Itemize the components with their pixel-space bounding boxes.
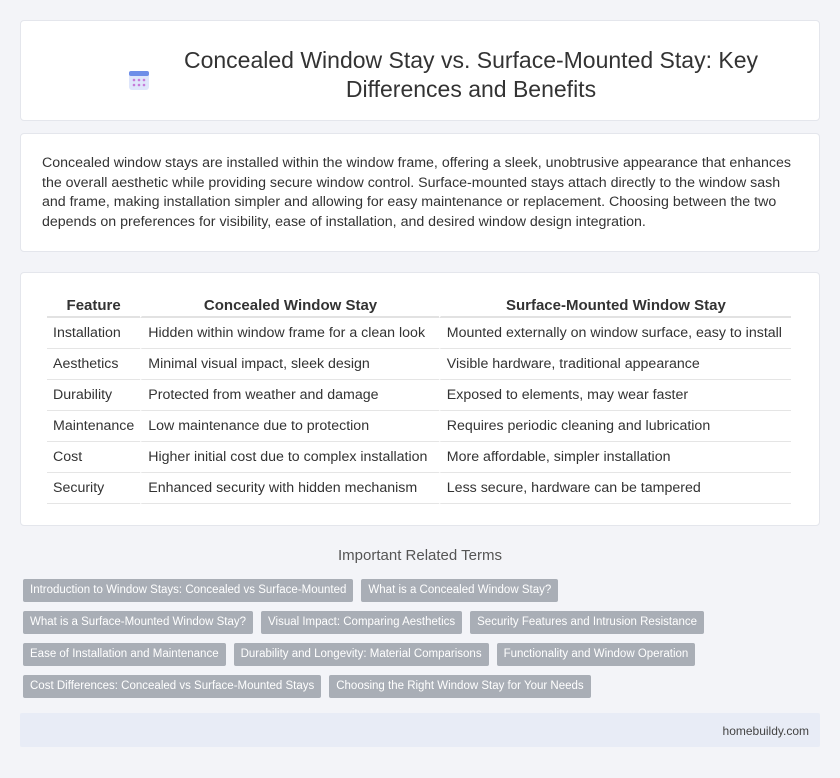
footer bbox=[20, 713, 820, 747]
surface-cell: Mounted externally on window surface, easy to install bbox=[439, 318, 791, 349]
feature-cell: Security bbox=[47, 473, 140, 504]
calendar-icon bbox=[127, 68, 151, 92]
column-header-surface: Surface-Mounted Window Stay bbox=[439, 293, 791, 318]
surface-cell: Exposed to elements, may wear faster bbox=[439, 380, 791, 411]
related-terms-row bbox=[23, 611, 823, 634]
table-row bbox=[47, 380, 791, 411]
related-term-tag[interactable]: Security Features and Intrusion Resistance bbox=[470, 611, 704, 634]
related-term-tag[interactable]: What is a Concealed Window Stay? bbox=[361, 579, 558, 602]
related-term-tag[interactable]: Cost Differences: Concealed vs Surface-Mounted Stays bbox=[23, 675, 321, 698]
table-row bbox=[47, 442, 791, 473]
related-term-tag[interactable]: Ease of Installation and Maintenance bbox=[23, 643, 226, 666]
related-term-tag[interactable]: Introduction to Window Stays: Concealed vs Surface-Mounted bbox=[23, 579, 353, 602]
concealed-cell: Higher initial cost due to complex installation bbox=[140, 442, 439, 473]
feature-cell: Cost bbox=[47, 442, 140, 473]
comparison-table bbox=[47, 293, 791, 504]
related-term-tag[interactable]: Visual Impact: Comparing Aesthetics bbox=[261, 611, 462, 634]
related-terms-list bbox=[23, 579, 823, 707]
related-terms-row bbox=[23, 643, 823, 666]
related-terms-row bbox=[23, 579, 823, 602]
table-row bbox=[47, 473, 791, 504]
intro-paragraph: Concealed window stays are installed within the window frame, offering a sleek, unobtrusive appearance that enhances the overall aesthetic while providing secure window control. Surface-mounted stays attach directly to the window sash and frame, making installation simpler and allowing for easy maintenance or replacement. Choosing between the two depends on preferences for visibility, ease of installation, and desired window design integration. bbox=[42, 155, 791, 230]
related-term-tag[interactable]: Functionality and Window Operation bbox=[497, 643, 696, 666]
related-term-tag[interactable]: What is a Surface-Mounted Window Stay? bbox=[23, 611, 253, 634]
related-terms-row bbox=[23, 675, 823, 698]
surface-cell: More affordable, simpler installation bbox=[439, 442, 791, 473]
concealed-cell: Hidden within window frame for a clean look bbox=[140, 318, 439, 349]
column-header-concealed: Concealed Window Stay bbox=[140, 293, 439, 318]
column-header-feature: Feature bbox=[47, 293, 140, 318]
footer-site-link[interactable]: homebuildy.com bbox=[722, 724, 809, 738]
title-card bbox=[20, 20, 820, 121]
concealed-cell: Low maintenance due to protection bbox=[140, 411, 439, 442]
comparison-card bbox=[20, 272, 820, 526]
concealed-cell: Minimal visual impact, sleek design bbox=[140, 349, 439, 380]
table-row bbox=[47, 349, 791, 380]
concealed-cell: Enhanced security with hidden mechanism bbox=[140, 473, 439, 504]
feature-cell: Installation bbox=[47, 318, 140, 349]
table-header-row bbox=[47, 293, 791, 318]
related-term-tag[interactable]: Durability and Longevity: Material Comparisons bbox=[234, 643, 489, 666]
related-terms-title: Important Related Terms bbox=[338, 547, 502, 564]
feature-cell: Maintenance bbox=[47, 411, 140, 442]
intro-card bbox=[20, 133, 820, 252]
related-term-tag[interactable]: Choosing the Right Window Stay for Your Needs bbox=[329, 675, 590, 698]
surface-cell: Less secure, hardware can be tampered bbox=[439, 473, 791, 504]
page-title: Concealed Window Stay vs. Surface-Mounted Stay: Key Differences and Benefits bbox=[183, 47, 758, 102]
feature-cell: Durability bbox=[47, 380, 140, 411]
concealed-cell: Protected from weather and damage bbox=[140, 380, 439, 411]
table-row bbox=[47, 318, 791, 349]
feature-cell: Aesthetics bbox=[47, 349, 140, 380]
surface-cell: Visible hardware, traditional appearance bbox=[439, 349, 791, 380]
table-row bbox=[47, 411, 791, 442]
surface-cell: Requires periodic cleaning and lubrication bbox=[439, 411, 791, 442]
